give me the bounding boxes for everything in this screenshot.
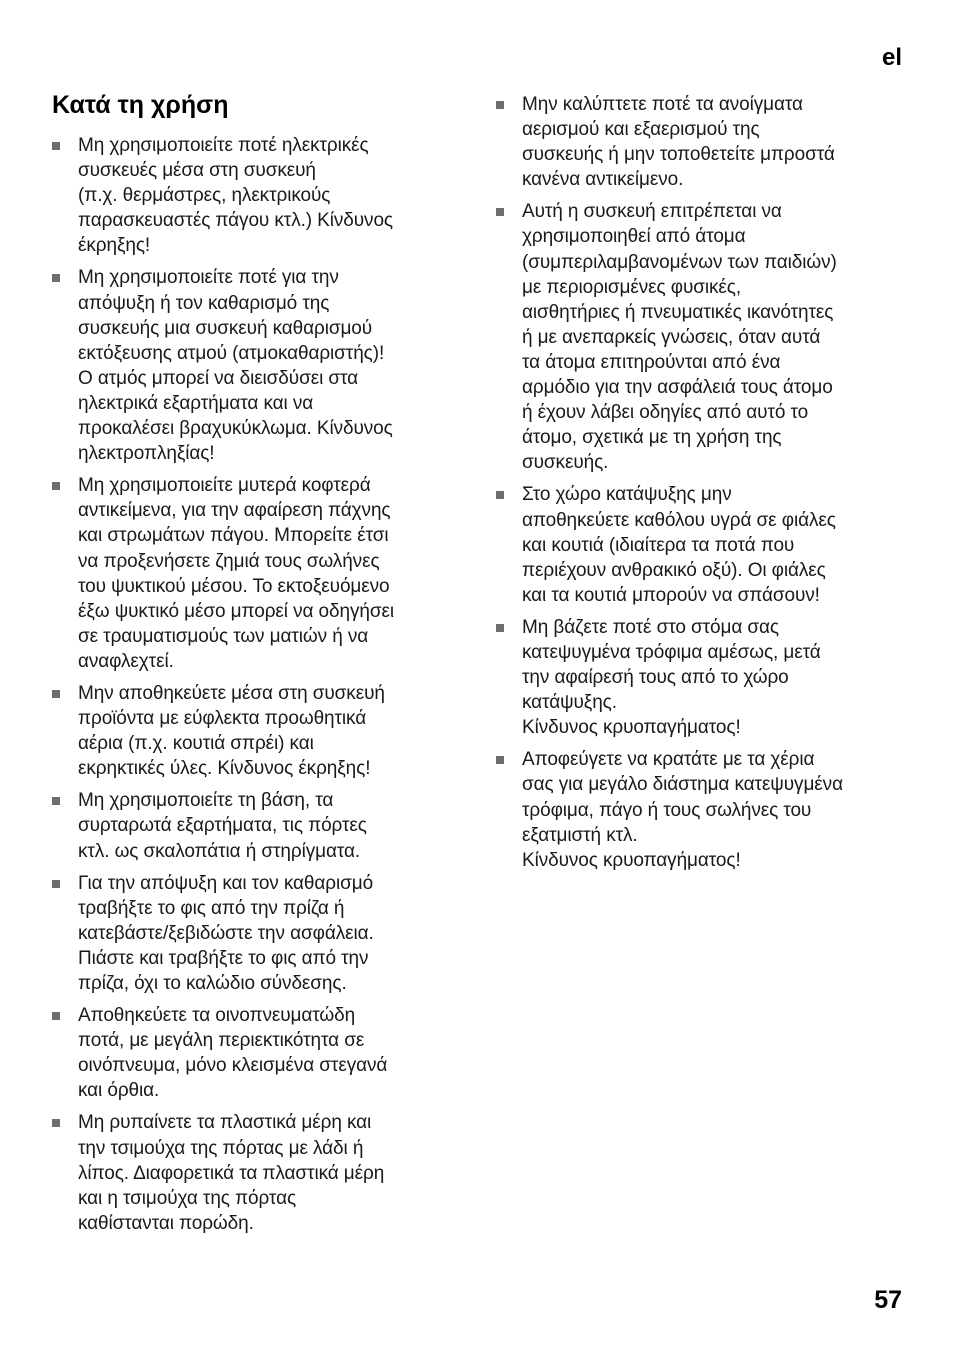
square-bullet-icon [52, 142, 60, 150]
square-bullet-icon [52, 797, 60, 805]
list-item [496, 482, 908, 607]
list-item [52, 1110, 456, 1235]
list-item [52, 133, 456, 258]
square-bullet-icon [52, 1119, 60, 1127]
list-item-text: Στο χώρο κατάψυξης μην αποθηκεύετε καθόλου υγρά σε φιάλες και κουτιά (ιδιαίτερα τα ποτά που περιέχουν ανθρακικό οξύ). Οι φιάλες και τα κουτιά μπορούν να σπάσουν! [522, 484, 836, 606]
list-item-text: Μη ρυπαίνετε τα πλαστικά μέρη και την τσιμούχα της πόρτας με λάδι ή λίπος. Διαφορετικά τα πλαστικά μέρη και η τσιμούχα της πόρτας καθίστανται πορώδη. [78, 1112, 385, 1234]
square-bullet-icon [496, 101, 504, 109]
list-item-text: Αποφεύγετε να κρατάτε με τα χέρια σας για μεγάλο διάστημα κατεψυγμένα τρόφιμα, πάγο ή τους σωλήνες του εξατμιστή κτλ. Κίνδυνος κρυοπαγήματος! [522, 749, 843, 871]
list-item-text: Για την απόψυξη και τον καθαρισμό τραβήξτε το φις από την πρίζα ή κατεβάστε/ξεβιδώστε την ασφάλεια. Πιάστε και τραβήξτε το φις από την πρίζα, όχι το καλώδιο σύνδεσης. [78, 872, 374, 994]
square-bullet-icon [52, 274, 60, 282]
right-column [496, 92, 908, 880]
list-item-text: Μη χρησιμοποιείτε μυτερά κοφτερά αντικείμενα, για την αφαίρεση πάχνης και στρωμάτων πάγου. Μπορείτε έτσι να προξενήσετε ζημιά τους σωλήνες του ψυκτικού μέσου. Το εκτοξευόμενο έξω ψυκτικό μέσο μπορεί να οδηγήσει σε τραυματισμούς των ματιών ή να αναφλεχτεί. [78, 475, 394, 672]
left-column [52, 90, 456, 1243]
language-tag: el [881, 44, 902, 71]
list-item-text: Μη βάζετε ποτέ στο στόμα σας κατεψυγμένα τρόφιμα αμέσως, μετά την αφαίρεσή τους από το χώρο κατάψυξης. Κίνδυνος κρυοπαγήματος! [522, 616, 821, 739]
left-bullet-list [52, 133, 456, 1236]
square-bullet-icon [52, 1012, 60, 1020]
list-item [52, 1003, 456, 1103]
square-bullet-icon [496, 624, 504, 632]
list-item-text: Μην αποθηκεύετε μέσα στη συσκευή προϊόντα με εύφλεκτα προωθητικά αέρια (π.χ. κουτιά σπρέι) και εκρηκτικές ύλες. Κίνδυνος έκρηξης! [78, 682, 385, 780]
list-item-text: Μη χρησιμοποιείτε ποτέ ηλεκτρικές συσκευές μέσα στη συσκευή (π.χ. θερμάστρες, ηλεκτρικούς παρασκευαστές πάγου κτλ.) Κίνδυνος έκρηξης! [78, 135, 393, 257]
list-item [496, 747, 908, 872]
list-item-text: Μην καλύπτετε ποτέ τα ανοίγματα αερισμού και εξαερισμού της συσκευής ή μην τοποθετείτε μπροστά κανένα αντικείμενο. [522, 94, 835, 191]
section-title: Κατά τη χρήση [52, 91, 229, 119]
square-bullet-icon [52, 482, 60, 490]
list-item-text: Αυτή η συσκευή επιτρέπεται να χρησιμοποιηθεί από άτομα (συμπεριλαμβανομένων των παιδιών) με περιορισμένες φυσικές, αισθητήριες ή πνευματικές ικανότητες ή με ανεπαρκείς γνώσεις, όταν αυτά τα άτομα επιτηρούνται από ένα αρμόδιο για την ασφάλειά τους άτομο ή έχουν λάβει οδηγίες από αυτό το άτομο, σχετικά με τη χρήση της συσκευής. [522, 201, 837, 474]
list-item [52, 473, 456, 674]
list-item-text: Μη χρησιμοποιείτε τη βάση, τα συρταρωτά εξαρτήματα, τις πόρτες κτλ. ως σκαλοπάτια ή στηρίγματα. [78, 790, 367, 862]
square-bullet-icon [496, 491, 504, 499]
right-bullet-list [496, 92, 908, 873]
square-bullet-icon [496, 756, 504, 764]
list-item [52, 871, 456, 996]
square-bullet-icon [52, 690, 60, 698]
list-item [52, 265, 456, 466]
list-item-text: Μη χρησιμοποιείτε ποτέ για την απόψυξη ή τον καθαρισμό της συσκευής μια συσκευή καθαρισμού εκτόξευσης ατμού (ατμοκαθαριστής)! Ο ατμός μπορεί να διεισδύσει στα ηλεκτρικά εξαρτήματα και να προκαλέσει βραχυκύκλωμα. Κίνδυνος ηλεκτροπληξίας! [78, 267, 393, 465]
page-number: 57 [874, 1286, 902, 1314]
list-item [52, 681, 456, 781]
square-bullet-icon [52, 880, 60, 888]
list-item [496, 199, 908, 475]
list-item [52, 788, 456, 863]
list-item [496, 92, 908, 192]
list-item [496, 615, 908, 740]
square-bullet-icon [496, 208, 504, 216]
list-item-text: Αποθηκεύετε τα οινοπνευματώδη ποτά, με μεγάλη περιεκτικότητα σε οινόπνευμα, μόνο κλεισμένα στεγανά και όρθια. [78, 1005, 388, 1102]
